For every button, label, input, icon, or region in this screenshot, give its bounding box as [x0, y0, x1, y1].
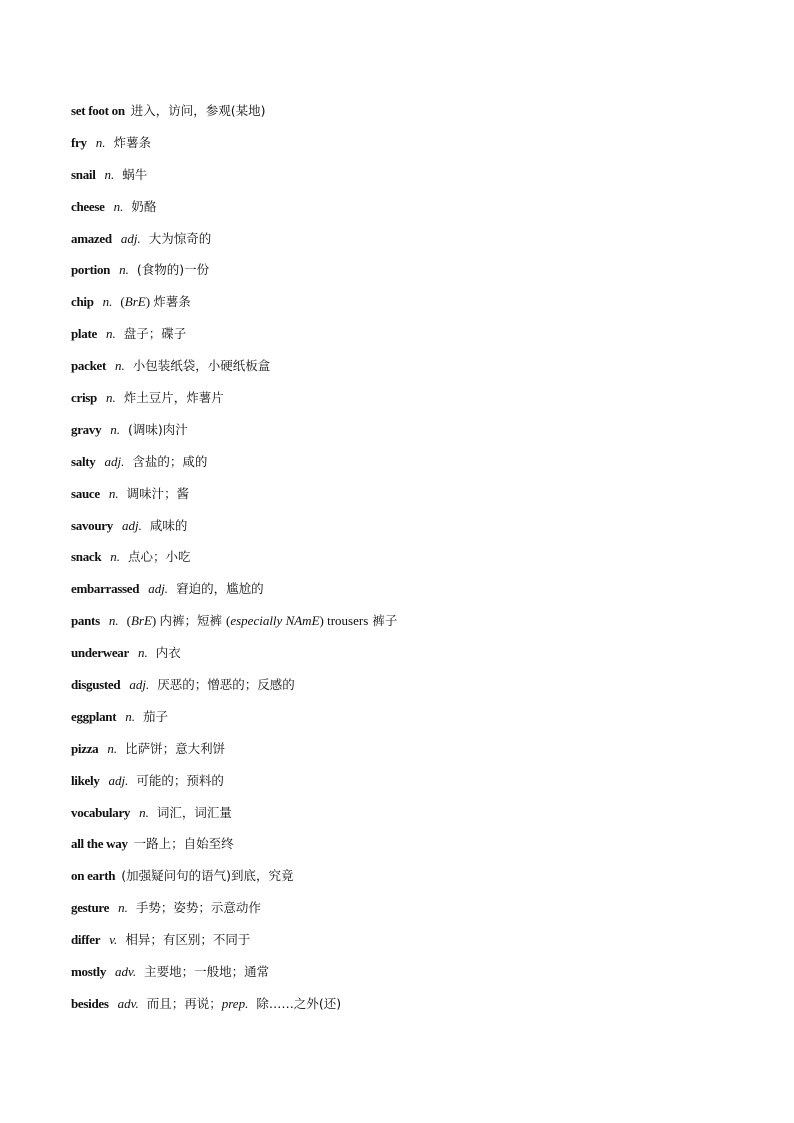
definition-2: 裤子: [372, 613, 398, 629]
vocab-term: amazed: [71, 230, 112, 246]
vocab-entry: [71, 323, 751, 355]
vocab-entry: [71, 451, 751, 483]
definition: 而且；再说；: [146, 995, 222, 1011]
vocab-term: fry: [71, 134, 87, 150]
part-of-speech-2: prep.: [221, 995, 249, 1011]
vocab-term: likely: [71, 772, 100, 788]
part-of-speech: v.: [109, 932, 118, 948]
vocab-entry: [71, 865, 751, 897]
vocab-entry: [71, 515, 751, 547]
vocab-term: set foot on: [71, 103, 125, 118]
definition: 点心；小吃: [128, 549, 191, 565]
vocab-entry: [71, 961, 751, 993]
definition: 窘迫的，尴尬的: [176, 581, 264, 597]
register-label: BrE: [124, 294, 146, 310]
definition: 进入，访问，参观(某地): [130, 103, 266, 118]
vocab-entry: [71, 291, 751, 323]
definition: 茄子: [143, 708, 169, 724]
part-of-speech: n.: [115, 358, 125, 374]
definition: 盘子；碟子: [123, 326, 187, 342]
part-of-speech: adj.: [148, 581, 169, 597]
part-of-speech: n.: [118, 900, 128, 916]
definition: 炸土豆片，炸薯片: [123, 390, 224, 406]
vocab-term: embarrassed: [71, 581, 140, 597]
part-of-speech: n.: [119, 262, 129, 278]
vocab-term: besides: [71, 995, 109, 1011]
vocab-entry: [71, 387, 751, 419]
vocab-entry: [71, 738, 751, 770]
part-of-speech: adj.: [120, 230, 141, 246]
definition: 比萨饼；意大利饼: [125, 740, 226, 756]
part-of-speech: n.: [95, 134, 106, 150]
definition: 内裤；短裤: [159, 613, 223, 629]
part-of-speech: n.: [107, 740, 118, 756]
definition: 炸薯条: [153, 294, 191, 310]
definition: (食物的)一份: [136, 262, 210, 278]
vocab-entry: [71, 802, 751, 834]
vocab-entry: [71, 196, 751, 228]
definition: 奶酪: [131, 198, 157, 214]
vocab-term: snail: [71, 166, 96, 182]
vocab-term: all the way: [71, 836, 128, 852]
vocab-entry: [71, 164, 751, 196]
vocab-entry: [71, 929, 751, 961]
vocab-entry: [71, 770, 751, 802]
vocab-term: disgusted: [71, 677, 121, 693]
vocabulary-list: [71, 100, 751, 1025]
part-of-speech: n.: [105, 326, 116, 342]
definition: 蜗牛: [122, 166, 148, 182]
definition: 手势；姿势；示意动作: [135, 900, 261, 916]
vocab-term: mostly: [71, 964, 107, 980]
vocab-term: packet: [71, 358, 107, 374]
vocab-term: gravy: [71, 421, 102, 437]
definition: (加强疑问句的语气)到底，究竟: [121, 868, 294, 884]
vocab-entry: [71, 419, 751, 451]
part-of-speech: n.: [108, 485, 119, 501]
vocab-term: pants: [71, 613, 100, 629]
vocab-entry: [71, 483, 751, 515]
definition: 一路上；自始至终: [133, 836, 234, 852]
definition: 含盐的；咸的: [132, 453, 208, 469]
vocab-entry: [71, 610, 751, 642]
part-of-speech: n.: [137, 645, 148, 661]
definition: (调味)肉汁: [128, 421, 188, 437]
vocab-entry: [71, 228, 751, 260]
vocab-term: chip: [71, 294, 94, 310]
vocab-entry: [71, 259, 751, 291]
part-of-speech: adv.: [115, 964, 137, 980]
vocab-entry: [71, 100, 751, 132]
definition: 厌恶的；憎恶的；反感的: [157, 677, 295, 693]
vocab-term: crisp: [71, 390, 97, 406]
register-label-2: especially NAmE: [230, 613, 320, 629]
vocab-term: vocabulary: [71, 804, 131, 820]
register-label-2-wrapper: (especially NAmE): [226, 613, 328, 629]
part-of-speech: n.: [105, 390, 116, 406]
vocab-term: eggplant: [71, 708, 117, 724]
vocab-entry: [71, 642, 751, 674]
definition: 词汇，词汇量: [156, 804, 232, 820]
vocab-entry: [71, 993, 751, 1025]
vocab-term: snack: [71, 549, 102, 565]
vocab-entry: [71, 897, 751, 929]
vocab-entry: [71, 132, 751, 164]
part-of-speech: adj.: [121, 517, 142, 533]
vocab-term: sauce: [71, 485, 100, 501]
definition: 主要地；一般地；通常: [144, 964, 270, 980]
definition: 炸薯条: [113, 134, 151, 150]
definition: 大为惊奇的: [148, 230, 212, 246]
vocab-term: gesture: [71, 900, 110, 916]
part-of-speech: n.: [125, 708, 136, 724]
definition: 可能的；预料的: [136, 772, 224, 788]
vocab-entry: [71, 706, 751, 738]
part-of-speech: adv.: [117, 995, 139, 1011]
register-label-wrapper: (BrE): [126, 613, 160, 629]
definition: 小包装纸袋，小硬纸板盒: [132, 358, 271, 374]
part-of-speech: n.: [104, 166, 115, 182]
vocab-entry: [71, 833, 751, 865]
vocab-term: plate: [71, 326, 97, 342]
part-of-speech: adj.: [104, 453, 125, 469]
part-of-speech: n.: [102, 294, 113, 310]
vocab-entry: [71, 578, 751, 610]
register-label: BrE: [130, 613, 152, 629]
part-of-speech: adj.: [129, 677, 150, 693]
register-label-wrapper: (BrE): [120, 294, 154, 310]
definition: 内衣: [155, 645, 181, 661]
vocab-term: cheese: [71, 198, 105, 214]
vocab-term: differ: [71, 932, 101, 948]
part-of-speech: n.: [110, 421, 121, 437]
vocab-entry: [71, 674, 751, 706]
part-of-speech: n.: [108, 613, 119, 629]
vocab-term: pizza: [71, 740, 99, 756]
vocab-term: underwear: [71, 645, 129, 661]
vocab-term: portion: [71, 262, 111, 278]
vocab-entry: [71, 546, 751, 578]
part-of-speech: adj.: [108, 772, 129, 788]
part-of-speech: n.: [113, 198, 124, 214]
definition: 咸味的: [149, 517, 188, 533]
vocab-term: savoury: [71, 517, 113, 533]
part-of-speech: n.: [110, 549, 121, 565]
vocab-term: on earth: [71, 868, 116, 884]
part-of-speech: n.: [139, 804, 149, 820]
definition-2: 除……之外(还): [256, 995, 342, 1011]
vocab-term: salty: [71, 453, 96, 469]
definition: 相异；有区别；不同于: [125, 932, 251, 948]
vocab-entry: [71, 355, 751, 387]
definition: 调味汁；酱: [126, 485, 190, 501]
english-equivalent: trousers: [327, 613, 369, 629]
